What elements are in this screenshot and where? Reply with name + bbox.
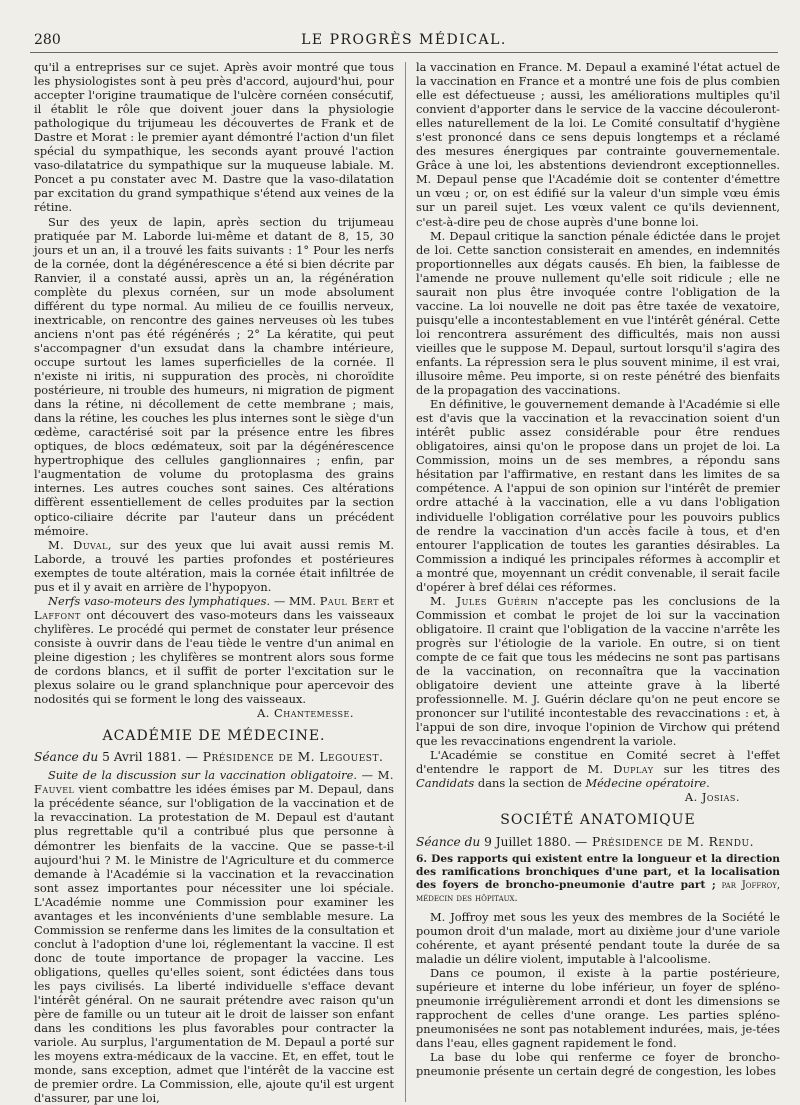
paragraph	[416, 748, 780, 790]
page-header	[30, 28, 778, 53]
paragraph-text: , sur des yeux que lui avait aussi remis M. Laborde, a trouvé les parties profondes et postérieures exemptes de toute altération, mais la cornée était infiltrée de pus et il y avait en arrière de l'hypopyon.	[34, 537, 394, 594]
section-title: ACADÉMIE DE MÉDECINE.	[102, 728, 326, 745]
page-number: 280	[34, 32, 61, 48]
paragraph: Dans ce poumon, il existe à la partie postérieure, supérieure et interne du lobe inférieur, un foyer de spléno-pneumonie irrégulièrement arrondi et dont les dimensions se rapprochent de celles d'une orange. Les parties spléno-pneumonisées ne sont pas notablement indurées, mais, je-tées dans l'eau, elles gagnent rapidement le fond.	[416, 965, 780, 1050]
paragraph: Sur des yeux de lapin, après section du trijumeau pratiquée par M. Laborde lui-même et datant de 8, 15, 30 jours et un an, il a trouvé les faits suivants : 1° Pour les nerfs de la cornée, dont la dégénérescence a été si bien décrite par Ranvier, il a constaté aussi, après un an, la régénération complète du plexus cornéen, sur un mode absolument différent du type normal. Au milieu de ce fouillis nerveux, inextricable, on rencontre des gaines nerveuses où les tubes anciens n'ont pas été régénérés ; 2° La kératite, qui peut s'accompagner d'un exsudat dans la chambre intérieure, occupe surtout les lames superficielles de la cornée. Il n'existe ni iritis, ni suppuration des procès, ni choroïdite postérieure, ni trouble des humeurs, ni migration de pigment dans la rétine, ni décollement de cette membrane ; mais, dans la rétine, les couches les plus internes sont le siège d'un œdème, caractérisé soit par la présence entre les fibres optiques, de blocs œdémateux, soit par la dégénérescence hypertrophique des cellules ganglionnaires ; enfin, par l'augmentation de volume du protoplasma des grains internes. Les autres couches sont saines. Ces altérations diffèrent essentiellement de celles produites par la section optico-ciliaire décrite par l'auteur dans un précédent mémoire.	[34, 214, 394, 538]
signature: A. Chantemesse.	[257, 706, 354, 721]
paragraph	[34, 768, 394, 1105]
author-name: M. Fauvel	[34, 768, 394, 797]
column-rule	[405, 62, 406, 1102]
paragraph: la vaccination en France. M. Depaul a examiné l'état actuel de la vaccination en France et a montré une fois de plus combien elle est défectueuse ; aussi, les améliorations multiples qu'il convient d'apporter dans le service de la vaccine découleront-elles naturellement de la loi. Le Comité consultatif d'hygiène s'est prononcé dans ce sens depuis longtemps et a réclamé des mesures énergiques par contrainte gouvernementale. Grâce à une loi, les abstentions deviendront exceptionnelles. M. Depaul pense que l'Académie doit se contenter d'émettre un vœu ; or, on est édifié sur la valeur d'un simple vœu émis sur un pareil sujet. Les vœux valent ce qu'ils deviennent, c'est-à-dire peu de chose auprès d'une bonne loi.	[416, 60, 780, 229]
left-column	[34, 60, 394, 1105]
text-run: — Présidence de M. Rendu.	[574, 834, 754, 849]
text-run: et	[378, 593, 394, 608]
text-run: Médecine opératoire	[585, 776, 707, 791]
author-name: Paul Bert	[319, 593, 379, 608]
text-run: 9 Juillet 1880.	[480, 834, 572, 849]
section-heading: Suite de la discussion sur la vaccination obligatoire.	[48, 768, 357, 783]
text-run: par Joffroy, médecin des hôpitaux.	[416, 879, 780, 904]
paragraph: M. Depaul critique la sanction pénale édictée dans le projet de loi. Cette sanction consisterait en amendes, en indemnités proportionnelles aux dégats causés. Eh bien, la faiblesse de l'amende ne prouve nullement qu'elle soit ridicule ; elle ne saurait non plus être invoquée contre l'obligation de la vaccine. La loi nouvelle ne doit pas être taxée de vexatoire, puisqu'elle a incontestablement en vue l'intérêt général. Cette loi rencontrera assurément des difficultés, mais non aussi vieilles que le suppose M. Depaul, surtout lorsqu'il s'agira des enfants. La répression sera le plus souvent minime, il est vrai, illusoire même. Peu importe, si on reste pénétré des bienfaits de la propagation des vaccinations.	[416, 228, 780, 398]
paragraph	[34, 538, 394, 594]
paragraph-text: ont découvert des vaso-moteurs dans les vaisseaux chylifères. Le procédé qui permet de constater leur présence consiste à ouvrir dans de l'eau tiède le ventre d'un animal en pleine digestion ; les chylifères se montrent alors sous forme de cordons blancs, et il suffit de porter l'excitation sur le plexus solaire ou le grand splanchnique pour apercevoir des nodosités qui se forment le long des vaisseaux.	[34, 607, 394, 707]
text-run: L'Académie se constitue en Comité secret à l'effet d'entendre le rapport de M.	[416, 748, 780, 777]
paragraph: La base du lobe qui renferme ce foyer de broncho-pneumonie présente un certain degré de congestion, les lobes	[416, 1050, 780, 1079]
signature: A. Josias.	[684, 790, 740, 805]
text-run: Candidats	[416, 776, 475, 791]
text-run: sur les titres des	[653, 762, 781, 777]
author-name: Duplay	[613, 762, 654, 777]
text-run: — Présidence de M. Legouest.	[181, 750, 384, 765]
author-name: M. Duval	[48, 537, 108, 552]
author-name: Laffont	[34, 607, 81, 622]
paragraph	[34, 594, 394, 706]
seance-line	[34, 750, 394, 764]
text-run: .	[706, 776, 710, 791]
text-run: Séance du	[34, 750, 99, 765]
text-run: — MM.	[270, 593, 320, 608]
author-name: M. Jules Guérin	[430, 593, 539, 608]
paragraph	[416, 594, 780, 749]
right-column	[416, 60, 780, 1078]
text-run: —	[356, 768, 378, 783]
seance-line	[416, 835, 780, 849]
text-run: 5 Avril 1881.	[98, 750, 182, 765]
text-run: dans la section de	[474, 776, 586, 791]
section-title: SOCIÉTÉ ANATOMIQUE	[500, 812, 696, 829]
text-run: 6. Des rapports qui existent entre la longueur et la direction des ramifications bronchiques d'une part, et la localisation des foyers de broncho-pneumonie d'autre part ;	[416, 852, 780, 891]
communication-title	[416, 853, 780, 905]
paragraph: En définitive, le gouvernement demande à l'Académie si elle est d'avis que la vaccination et la revaccination soient d'un intérêt public assez considérable pour être rendues obligatoires, ainsi qu'on le propose dans un projet de loi. La Commission, moins un de ses membres, a répondu sans hésitation par l'affirmative, en restant dans les limites de sa compétence. A l'appui de son opinion sur l'intérêt de premier ordre attaché à la vaccination, elle a vu dans l'obligation individuelle l'obligation corrélative pour les pouvoirs publics de rendre la vaccination d'un accès facile à tous, et d'en entourer l'application de toutes les garanties désirables. La Commission a indiqué les principales réformes à accomplir et a montré que, moyennant un crédit convenable, il serait facile d'opérer à bref délai ces réformes.	[416, 397, 780, 594]
paragraph-text: vient combattre les idées émises par M. Depaul, dans la précédente séance, sur l'obligation de la vaccination et de la revaccination. La protestation de M. Depaul est d'autant plus regrettable qu'il a contribué plus que personne à démontrer les bienfaits de la vaccine. Que se passe-t-il aujourd'hui ? M. le Ministre de l'Agriculture et du commerce demande à l'Académie si la vaccination et la revaccination sont assez importantes pour nécessiter une loi spéciale. L'Académie nomme une Commission pour examiner les avantages et les inconvénients d'une semblable mesure. La Commission se renferme dans les limites de la consultation et conclut à l'adoption d'une loi, réglementant la vaccine. Il est donc de toute importance de propager la vaccine. Les obligations, quelles qu'elles soient, sont édictées dans tous les pays civilisés. La liberté individuelle s'efface devant l'intérêt général. On ne saurait prétendre avec raison qu'un père de famille ou un tuteur ait le droit de laisser son enfant dans les conditions les plus favorables pour contracter la variole. Au surplus, l'argumentation de M. Depaul a porté sur les moyens extra-médicaux de la vaccine. Et, en effet, tout le monde, sans exception, admet que l'intérêt de la vaccine est de premier ordre. La Commission, elle, ajoute qu'il est urgent d'assurer, par une loi,	[34, 782, 394, 1105]
paragraph: M. Joffroy met sous les yeux des membres de la Société le poumon droit d'un malade, mort au dixième jour d'une variole cohérente, et ayant présenté pendant toute la durée de sa maladie un délire violent, imputable à l'alcoolisme.	[416, 909, 780, 966]
section-heading: Nerfs vaso-moteurs des lymphatiques.	[48, 593, 271, 608]
text-run: Séance du	[416, 834, 481, 849]
paragraph-text: n'accepte pas les conclusions de la Commission et combat le projet de loi sur la vaccination obligatoire. Il craint que l'obligation de la vaccine n'arrête les progrès sur l'étiologie de la variole. En outre, si on tient compte de ce fait que tous les médecins ne sont pas partisans de la vaccination, on reconnaîtra que la vaccination obligatoire devient une atteinte grave à la liberté professionnelle. M. J. Guérin déclare qu'on ne peut encore se prononcer sur l'utilité incontestable des revaccinations : et, à l'appui de son dire, invoque l'opinion de Virchow qui prétend que les revaccinations engendrent la variole.	[416, 593, 780, 749]
paragraph: qu'il a entreprises sur ce sujet. Après avoir montré que tous les physiologistes sont à peu près d'accord, aujourd'hui, pour accepter l'origine traumatique de l'ulcère cornéen consécutif, il établit le rôle que doivent jouer dans la physiologie pathologique du trijumeau les découvertes de Frank et de Dastre et Morat : le premier ayant démontré l'action d'un filet spécial du sympathique, les seconds ayant prouvé l'action vaso-dilatatrice du sympathique sur la muqueuse labiale. M. Poncet a pu constater avec M. Dastre que la vaso-dilatation par excitation du grand sympathique s'étend aux veines de la rétine.	[34, 60, 394, 215]
running-title: LE PROGRÈS MÉDICAL.	[301, 32, 507, 48]
